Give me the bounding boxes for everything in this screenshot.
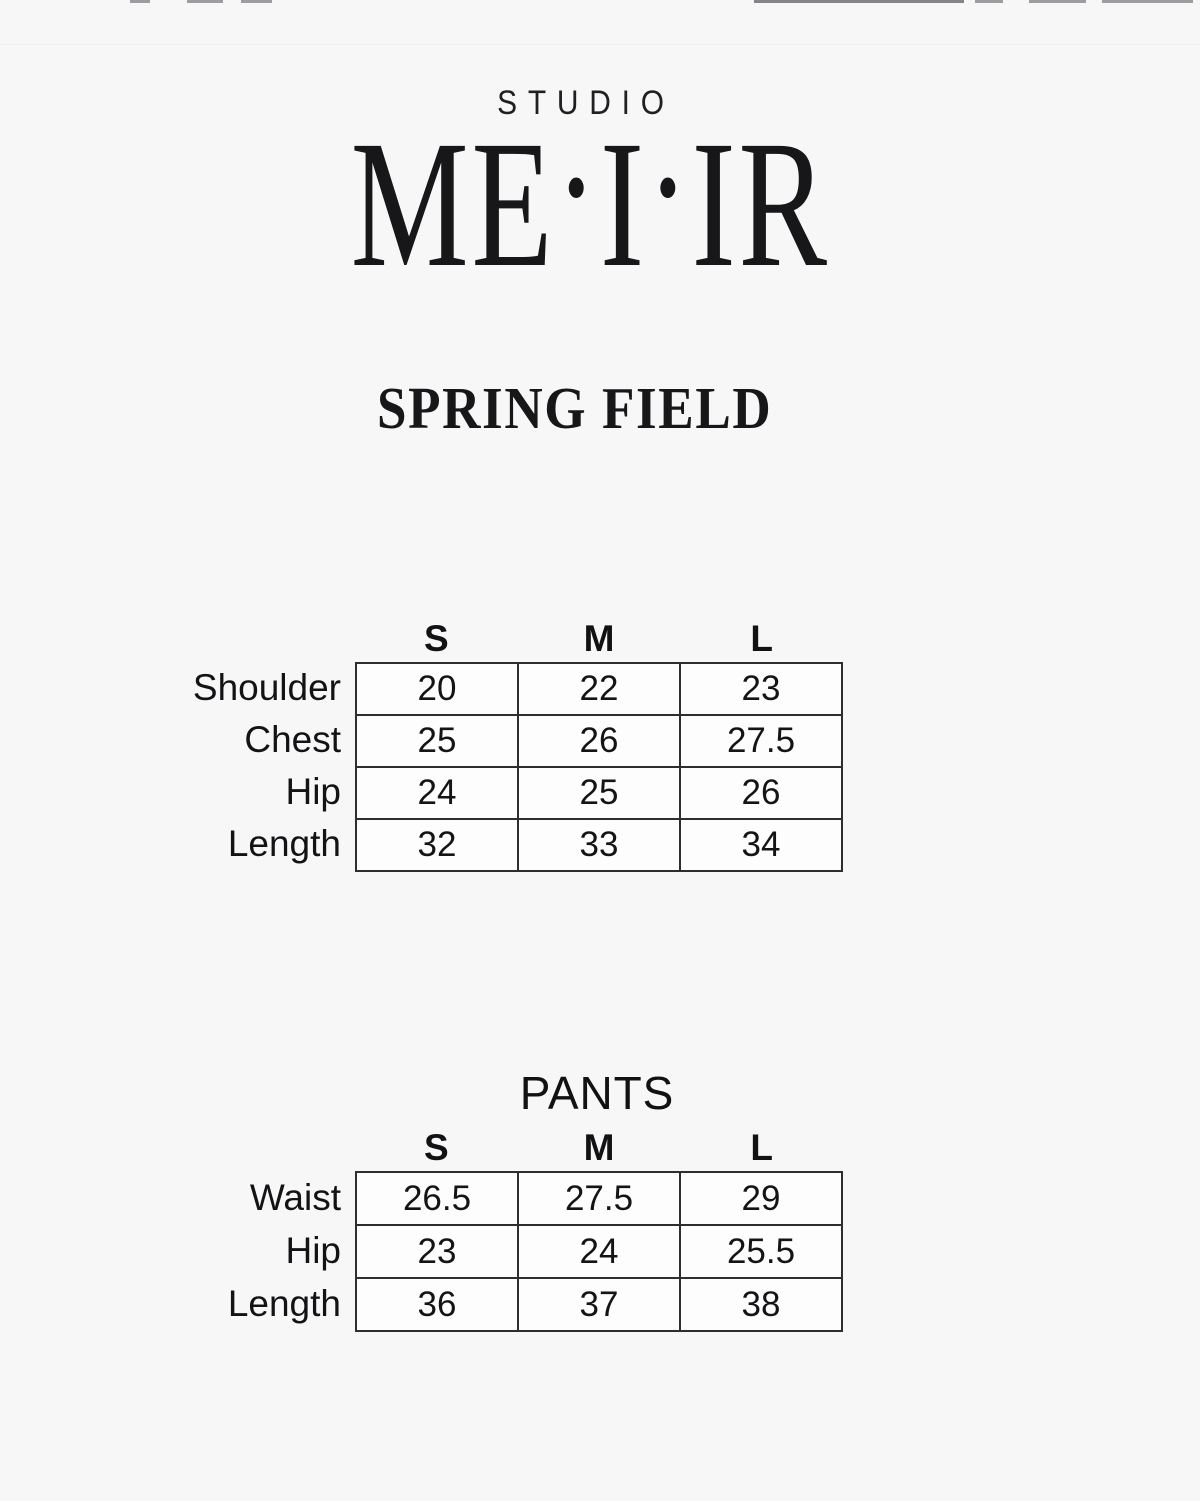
size-cell: 27.5 bbox=[680, 715, 842, 767]
pants-row-labels bbox=[0, 1171, 355, 1330]
column-header-s: S bbox=[423, 618, 449, 659]
product-title: SPRING FIELD bbox=[377, 375, 773, 441]
scan-artifact bbox=[1029, 0, 1086, 3]
size-cell: 20 bbox=[356, 663, 518, 715]
wordmark-letter: E bbox=[471, 104, 556, 305]
size-cell: 34 bbox=[680, 819, 842, 871]
size-cell: 26 bbox=[680, 767, 842, 819]
wordmark-dot: · bbox=[646, 92, 692, 284]
tops-row-labels bbox=[0, 662, 355, 870]
brand-studio-text: STUDIO bbox=[497, 84, 675, 122]
size-cell: 26 bbox=[518, 715, 680, 767]
size-cell: 23 bbox=[356, 1225, 518, 1278]
table-row bbox=[356, 663, 842, 715]
pants-column-headers bbox=[355, 1127, 843, 1168]
table-row bbox=[356, 819, 842, 871]
column-header-l: L bbox=[750, 618, 773, 659]
tops-column-headers bbox=[355, 618, 843, 659]
row-label-waist: Waist bbox=[249, 1177, 341, 1218]
table-row bbox=[356, 767, 842, 819]
row-label-chest: Chest bbox=[244, 719, 341, 760]
table-row bbox=[356, 1225, 842, 1278]
size-cell: 32 bbox=[356, 819, 518, 871]
size-cell: 25 bbox=[356, 715, 518, 767]
size-cell: 37 bbox=[518, 1278, 680, 1331]
column-header-l: L bbox=[750, 1127, 773, 1168]
row-label-length: Length bbox=[227, 823, 341, 864]
scan-artifact bbox=[130, 0, 150, 3]
size-cell: 27.5 bbox=[518, 1172, 680, 1225]
row-label-shoulder: Shoulder bbox=[192, 667, 341, 708]
size-cell: 23 bbox=[680, 663, 842, 715]
size-cell: 24 bbox=[518, 1225, 680, 1278]
size-cell: 33 bbox=[518, 819, 680, 871]
size-cell: 22 bbox=[518, 663, 680, 715]
column-header-s: S bbox=[423, 1127, 449, 1168]
row-label-length: Length bbox=[227, 1283, 341, 1324]
size-cell: 29 bbox=[680, 1172, 842, 1225]
size-cell: 36 bbox=[356, 1278, 518, 1331]
scan-artifact bbox=[975, 0, 1003, 3]
size-cell: 26.5 bbox=[356, 1172, 518, 1225]
scan-artifact bbox=[0, 44, 1200, 45]
row-label-hip: Hip bbox=[285, 771, 341, 812]
size-cell: 25 bbox=[518, 767, 680, 819]
scan-artifact bbox=[1102, 0, 1193, 3]
pants-section-title: PANTS bbox=[519, 1067, 675, 1119]
row-label-hip: Hip bbox=[285, 1230, 341, 1271]
size-cell: 25.5 bbox=[680, 1225, 842, 1278]
column-header-m: M bbox=[583, 1127, 615, 1168]
pants-size-table bbox=[355, 1171, 843, 1332]
wordmark-letter: I bbox=[691, 104, 739, 305]
column-header-m: M bbox=[583, 618, 615, 659]
wordmark-dot: · bbox=[555, 92, 600, 284]
wordmark-letter: M bbox=[350, 104, 472, 305]
size-cell: 24 bbox=[356, 767, 518, 819]
table-row bbox=[356, 715, 842, 767]
scan-artifact bbox=[754, 0, 964, 3]
wordmark-letter: R bbox=[738, 104, 830, 305]
scan-artifact bbox=[241, 0, 272, 3]
table-row bbox=[356, 1172, 842, 1225]
table-row bbox=[356, 1278, 842, 1331]
scan-artifact bbox=[187, 0, 223, 3]
size-cell: 38 bbox=[680, 1278, 842, 1331]
wordmark-letter: I bbox=[599, 104, 647, 305]
tops-size-table bbox=[355, 662, 843, 872]
